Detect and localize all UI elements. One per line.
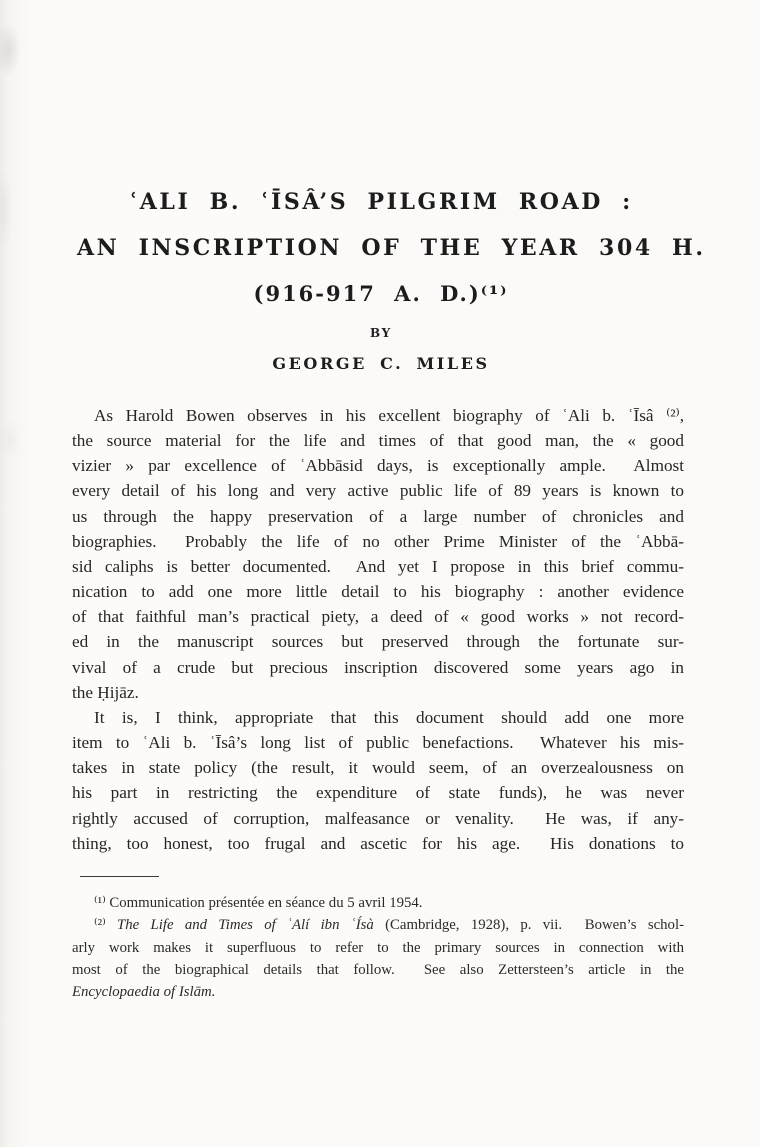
article-title-line-1: ʿALI B. ʿĪSÂ’S PILGRIM ROAD : — [129, 189, 633, 215]
body-line: us through the happy preservation of a large number of chronicles and — [72, 506, 684, 526]
article-header — [77, 179, 706, 373]
body-line: sid caliphs is better documented. And yet I propose in this brief commu- — [72, 556, 684, 576]
body-line: thing, too honest, too frugal and ascetic for his age. His donations to — [72, 833, 684, 853]
body-line: vival of a crude but precious inscription discovered some years ago in — [72, 657, 684, 677]
paragraph-2 — [72, 705, 684, 856]
body-line: biographies. Probably the life of no other Prime Minister of the ʿAbbā- — [72, 531, 684, 551]
body-line: It is, I think, appropriate that this document should add one more — [94, 707, 684, 727]
article-title-line-3: (916-917 A. D.)⁽¹⁾ — [253, 281, 509, 306]
paragraph-1 — [72, 403, 684, 705]
body-line: rightly accused of corruption, malfeasance or venality. He was, if any- — [72, 808, 684, 828]
body-line: As Harold Bowen observes in his excellent biography of ʿAli b. ʿĪsâ ⁽²⁾, — [94, 406, 684, 425]
footnote-2-line-1: ⁽²⁾ The Life and Times of ʿAlí ibn ʿÍsà (Cambridge, 1928), p. vii. Bowen’s schol- — [94, 917, 684, 934]
body-line: his part in restricting the expenditure of state funds), he was never — [72, 783, 684, 803]
footnote-separator-rule — [80, 876, 159, 877]
scan-edge-smudge — [0, 10, 46, 570]
footnote-1: ⁽¹⁾ Communication présentée en séance du 5 avril 1954. — [94, 895, 423, 911]
article-title-line-2: AN INSCRIPTION OF THE YEAR 304 H. — [77, 235, 706, 261]
footnotes-section — [72, 892, 684, 1003]
footnote-2-line-3: most of the biographical details that follow. See also Zettersteen’s article in the — [72, 961, 684, 978]
body-line: item to ʿAli b. ʿĪsâ’s long list of public benefactions. Whatever his mis- — [72, 733, 684, 753]
body-line: vizier » par excellence of ʿAbbāsid days, is exceptionally ample. Almost — [72, 456, 684, 476]
footnote-2-line-4: Encyclopaedia of Islām. — [72, 984, 216, 1001]
body-line: the source material for the life and times of that good man, the « good — [72, 431, 684, 451]
article-body — [72, 403, 684, 856]
body-line: takes in state policy (the result, it would seem, of an overzealousness on — [72, 758, 684, 778]
body-line: the Ḥijāz. — [72, 682, 139, 702]
author-name: GEORGE C. MILES — [272, 354, 490, 373]
body-line: nication to add one more little detail to his biography : another evidence — [72, 582, 684, 602]
footnote-2-line-2: arly work makes it superfluous to refer to the primary sources in connection with — [72, 939, 684, 956]
byline-label: BY — [369, 326, 393, 340]
body-line: every detail of his long and very active public life of 89 years is known to — [72, 481, 684, 501]
body-line: of that faithful man’s practical piety, a deed of « good works » not record- — [72, 607, 684, 627]
body-line: ed in the manuscript sources but preserved through the fortunate sur- — [72, 632, 684, 652]
